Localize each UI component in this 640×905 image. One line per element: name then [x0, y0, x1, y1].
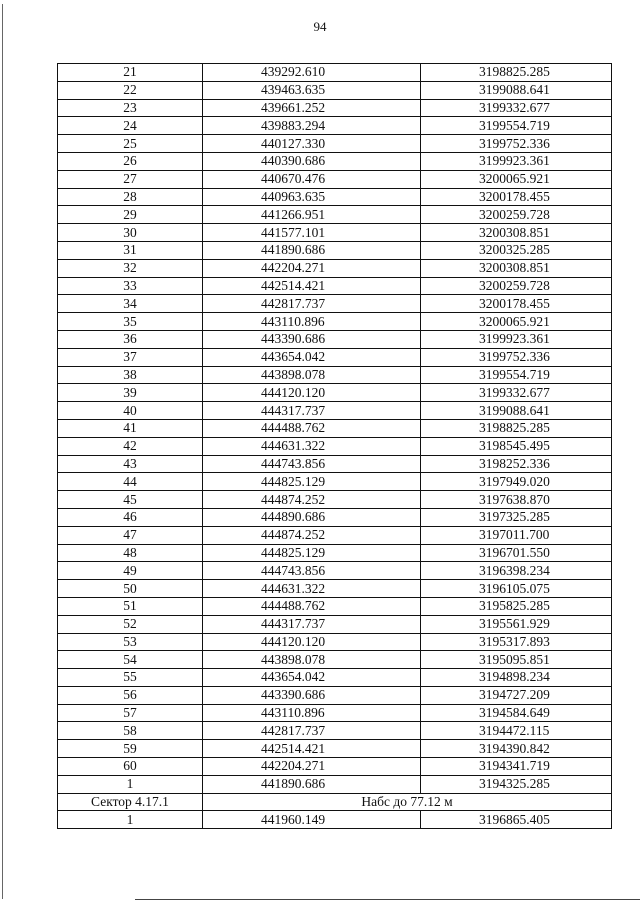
- y-coordinate-cell: 3194325.285: [421, 775, 612, 793]
- x-coordinate-cell: 441890.686: [203, 241, 421, 259]
- table-row: [58, 188, 612, 206]
- x-coordinate-cell: 442817.737: [203, 722, 421, 740]
- x-coordinate-cell: 443654.042: [203, 348, 421, 366]
- table-row: [58, 740, 612, 758]
- x-coordinate-cell: 444743.856: [203, 455, 421, 473]
- table-row: [58, 811, 612, 829]
- x-coordinate-cell: 443110.896: [203, 313, 421, 331]
- x-coordinate-cell: 439463.635: [203, 81, 421, 99]
- x-coordinate-cell: 440390.686: [203, 152, 421, 170]
- x-coordinate-cell: 444874.252: [203, 526, 421, 544]
- point-number-cell: 22: [58, 81, 203, 99]
- y-coordinate-cell: 3197949.020: [421, 473, 612, 491]
- point-number-cell: 35: [58, 313, 203, 331]
- point-number-cell: 59: [58, 740, 203, 758]
- x-coordinate-cell: 442204.271: [203, 758, 421, 776]
- table-row: [58, 651, 612, 669]
- point-number-cell: 40: [58, 402, 203, 420]
- table-row: [58, 526, 612, 544]
- y-coordinate-cell: 3200308.851: [421, 259, 612, 277]
- coordinates-table-body: [58, 64, 612, 829]
- y-coordinate-cell: 3200325.285: [421, 241, 612, 259]
- table-row: [58, 758, 612, 776]
- table-row: [58, 437, 612, 455]
- x-coordinate-cell: 443390.686: [203, 686, 421, 704]
- table-row: [58, 580, 612, 598]
- point-number-cell: 49: [58, 562, 203, 580]
- table-row: [58, 64, 612, 82]
- page-number: 94: [313, 19, 327, 34]
- point-number-cell: 42: [58, 437, 203, 455]
- x-coordinate-cell: 442514.421: [203, 740, 421, 758]
- point-number-cell: 37: [58, 348, 203, 366]
- table-row: [58, 170, 612, 188]
- table-row: [58, 597, 612, 615]
- point-number-cell: 27: [58, 170, 203, 188]
- table-row: [58, 152, 612, 170]
- point-number-cell: 38: [58, 366, 203, 384]
- x-coordinate-cell: 444631.322: [203, 580, 421, 598]
- table-row: [58, 277, 612, 295]
- x-coordinate-cell: 443898.078: [203, 366, 421, 384]
- table-row: [58, 633, 612, 651]
- point-number-cell: 21: [58, 64, 203, 82]
- table-row: [58, 686, 612, 704]
- table-row: [58, 224, 612, 242]
- table-row: [58, 295, 612, 313]
- x-coordinate-cell: 444890.686: [203, 508, 421, 526]
- table-row: [58, 508, 612, 526]
- point-number-cell: 54: [58, 651, 203, 669]
- table-row: [58, 419, 612, 437]
- x-coordinate-cell: 444874.252: [203, 491, 421, 509]
- point-number-cell: 47: [58, 526, 203, 544]
- table-row: [58, 722, 612, 740]
- table-row: [58, 241, 612, 259]
- x-coordinate-cell: 439883.294: [203, 117, 421, 135]
- table-row: [58, 99, 612, 117]
- y-coordinate-cell: 3199088.641: [421, 81, 612, 99]
- y-coordinate-cell: 3200065.921: [421, 313, 612, 331]
- point-number-cell: 1: [58, 811, 203, 829]
- table-row: [58, 669, 612, 687]
- point-number-cell: 53: [58, 633, 203, 651]
- y-coordinate-cell: 3200259.728: [421, 206, 612, 224]
- x-coordinate-cell: 441266.951: [203, 206, 421, 224]
- point-number-cell: 23: [58, 99, 203, 117]
- point-number-cell: 58: [58, 722, 203, 740]
- page-left-edge: [2, 4, 3, 899]
- y-coordinate-cell: 3200259.728: [421, 277, 612, 295]
- y-coordinate-cell: 3195561.929: [421, 615, 612, 633]
- y-coordinate-cell: 3194727.209: [421, 686, 612, 704]
- table-row: [58, 135, 612, 153]
- point-number-cell: 24: [58, 117, 203, 135]
- table-row: [58, 402, 612, 420]
- x-coordinate-cell: 444120.120: [203, 384, 421, 402]
- point-number-cell: 60: [58, 758, 203, 776]
- x-coordinate-cell: 444488.762: [203, 597, 421, 615]
- x-coordinate-cell: 444317.737: [203, 615, 421, 633]
- table-row: [58, 615, 612, 633]
- y-coordinate-cell: 3200178.455: [421, 188, 612, 206]
- x-coordinate-cell: 443898.078: [203, 651, 421, 669]
- point-number-cell: 45: [58, 491, 203, 509]
- y-coordinate-cell: 3195317.893: [421, 633, 612, 651]
- x-coordinate-cell: 444120.120: [203, 633, 421, 651]
- point-number-cell: 36: [58, 330, 203, 348]
- x-coordinate-cell: 441890.686: [203, 775, 421, 793]
- y-coordinate-cell: 3198825.285: [421, 64, 612, 82]
- y-coordinate-cell: 3195095.851: [421, 651, 612, 669]
- x-coordinate-cell: 443654.042: [203, 669, 421, 687]
- table-row: [58, 455, 612, 473]
- table-row: [58, 330, 612, 348]
- y-coordinate-cell: 3199752.336: [421, 348, 612, 366]
- y-coordinate-cell: 3198545.495: [421, 437, 612, 455]
- y-coordinate-cell: 3198252.336: [421, 455, 612, 473]
- point-number-cell: 39: [58, 384, 203, 402]
- point-number-cell: 33: [58, 277, 203, 295]
- y-coordinate-cell: 3199554.719: [421, 366, 612, 384]
- x-coordinate-cell: 441577.101: [203, 224, 421, 242]
- y-coordinate-cell: 3199923.361: [421, 152, 612, 170]
- point-number-cell: 26: [58, 152, 203, 170]
- y-coordinate-cell: 3195825.285: [421, 597, 612, 615]
- page-bottom-edge: [135, 899, 640, 900]
- x-coordinate-cell: 442204.271: [203, 259, 421, 277]
- y-coordinate-cell: 3197638.870: [421, 491, 612, 509]
- table-row: [58, 259, 612, 277]
- point-number-cell: 51: [58, 597, 203, 615]
- table-row: [58, 348, 612, 366]
- y-coordinate-cell: 3194472.115: [421, 722, 612, 740]
- point-number-cell: 32: [58, 259, 203, 277]
- y-coordinate-cell: 3200308.851: [421, 224, 612, 242]
- y-coordinate-cell: 3196865.405: [421, 811, 612, 829]
- x-coordinate-cell: 444825.129: [203, 544, 421, 562]
- y-coordinate-cell: 3196701.550: [421, 544, 612, 562]
- x-coordinate-cell: 443390.686: [203, 330, 421, 348]
- table-row: [58, 81, 612, 99]
- point-number-cell: 50: [58, 580, 203, 598]
- y-coordinate-cell: 3199332.677: [421, 384, 612, 402]
- point-number-cell: 30: [58, 224, 203, 242]
- coordinates-table: [57, 63, 612, 829]
- point-number-cell: 29: [58, 206, 203, 224]
- x-coordinate-cell: 444631.322: [203, 437, 421, 455]
- y-coordinate-cell: 3194898.234: [421, 669, 612, 687]
- point-number-cell: 25: [58, 135, 203, 153]
- table-row: [58, 491, 612, 509]
- y-coordinate-cell: 3196105.075: [421, 580, 612, 598]
- x-coordinate-cell: 442817.737: [203, 295, 421, 313]
- point-number-cell: 43: [58, 455, 203, 473]
- table-row: [58, 313, 612, 331]
- y-coordinate-cell: 3197325.285: [421, 508, 612, 526]
- x-coordinate-cell: 444743.856: [203, 562, 421, 580]
- y-coordinate-cell: 3200065.921: [421, 170, 612, 188]
- x-coordinate-cell: 443110.896: [203, 704, 421, 722]
- x-coordinate-cell: 444317.737: [203, 402, 421, 420]
- sector-note: Набс до 77.12 м: [203, 793, 612, 811]
- sector-label: Сектор 4.17.1: [58, 793, 203, 811]
- y-coordinate-cell: 3199088.641: [421, 402, 612, 420]
- point-number-cell: 28: [58, 188, 203, 206]
- y-coordinate-cell: 3199554.719: [421, 117, 612, 135]
- y-coordinate-cell: 3197011.700: [421, 526, 612, 544]
- x-coordinate-cell: 441960.149: [203, 811, 421, 829]
- y-coordinate-cell: 3199752.336: [421, 135, 612, 153]
- table-row: [58, 562, 612, 580]
- point-number-cell: 44: [58, 473, 203, 491]
- x-coordinate-cell: 444825.129: [203, 473, 421, 491]
- point-number-cell: 41: [58, 419, 203, 437]
- point-number-cell: 52: [58, 615, 203, 633]
- y-coordinate-cell: 3194390.842: [421, 740, 612, 758]
- x-coordinate-cell: 440127.330: [203, 135, 421, 153]
- point-number-cell: 57: [58, 704, 203, 722]
- y-coordinate-cell: 3196398.234: [421, 562, 612, 580]
- table-row: [58, 544, 612, 562]
- x-coordinate-cell: 440670.476: [203, 170, 421, 188]
- y-coordinate-cell: 3194341.719: [421, 758, 612, 776]
- y-coordinate-cell: 3200178.455: [421, 295, 612, 313]
- table-row: [58, 117, 612, 135]
- table-row: [58, 206, 612, 224]
- table-row: [58, 384, 612, 402]
- table-row: [58, 704, 612, 722]
- point-number-cell: 46: [58, 508, 203, 526]
- point-number-cell: 34: [58, 295, 203, 313]
- point-number-cell: 31: [58, 241, 203, 259]
- point-number-cell: 55: [58, 669, 203, 687]
- point-number-cell: 1: [58, 775, 203, 793]
- y-coordinate-cell: 3198825.285: [421, 419, 612, 437]
- point-number-cell: 56: [58, 686, 203, 704]
- y-coordinate-cell: 3199923.361: [421, 330, 612, 348]
- x-coordinate-cell: 440963.635: [203, 188, 421, 206]
- sector-header-row: [58, 793, 612, 811]
- x-coordinate-cell: 444488.762: [203, 419, 421, 437]
- y-coordinate-cell: 3199332.677: [421, 99, 612, 117]
- table-row: [58, 775, 612, 793]
- point-number-cell: 48: [58, 544, 203, 562]
- x-coordinate-cell: 442514.421: [203, 277, 421, 295]
- x-coordinate-cell: 439661.252: [203, 99, 421, 117]
- y-coordinate-cell: 3194584.649: [421, 704, 612, 722]
- table-row: [58, 366, 612, 384]
- table-row: [58, 473, 612, 491]
- x-coordinate-cell: 439292.610: [203, 64, 421, 82]
